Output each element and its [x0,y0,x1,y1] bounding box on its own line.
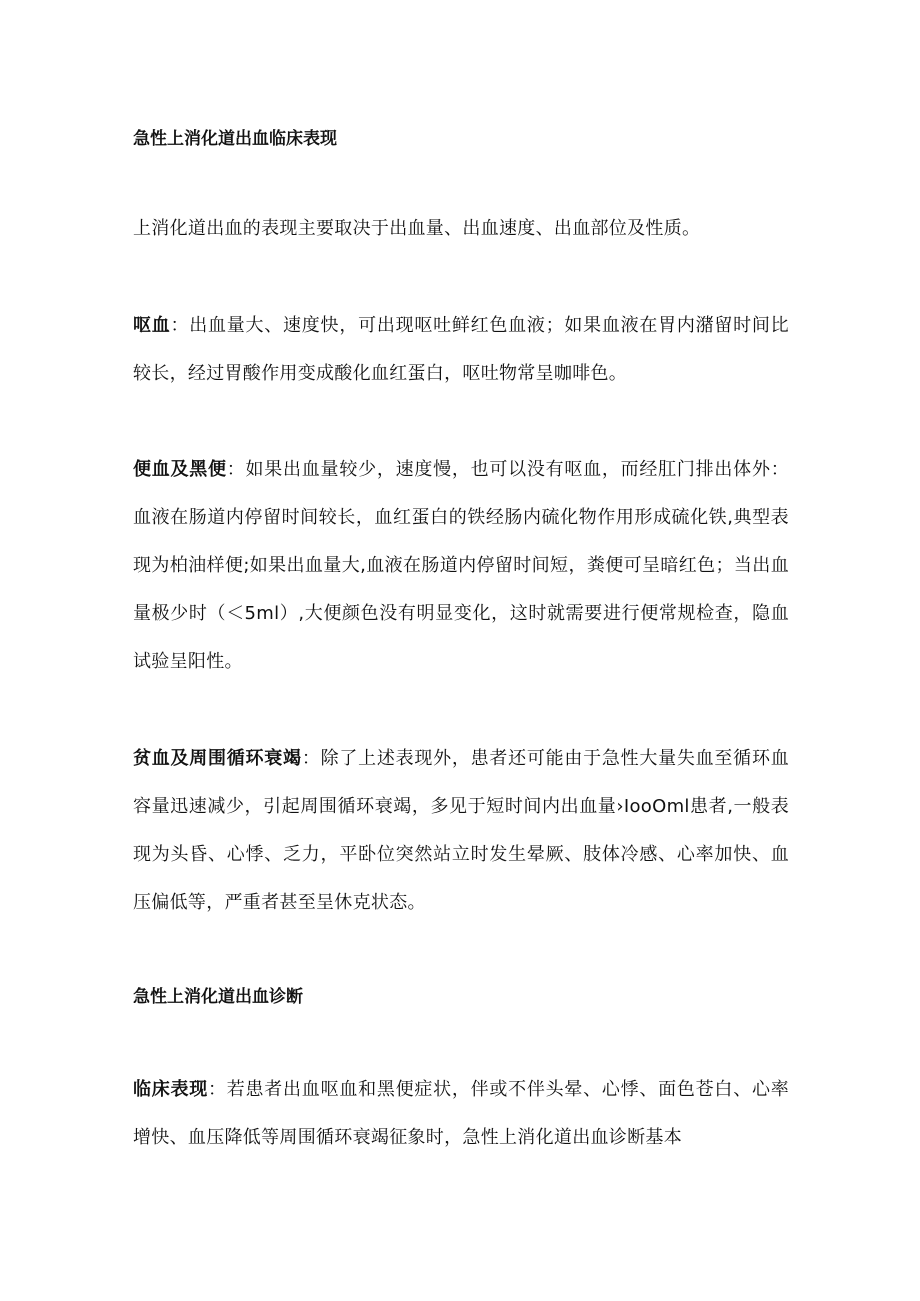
intro-paragraph: 上消化道出血的表现主要取决于出血量、出血速度、出血部位及性质。 [133,218,701,239]
section-heading-diagnosis: 急性上消化道出血诊断 [133,987,303,1007]
melena-term: 便血及黑便 [133,459,227,480]
section-heading-clinical-manifestations: 急性上消化道出血临床表现 [133,129,337,149]
hematemesis-term: 呕血 [133,315,171,336]
clinical-term: 临床表现 [133,1079,209,1100]
hematemesis-text: ：出血量大、速度快，可出现呕吐鲜红色血液；如果血液在胃内潴留时间比较长，经过胃酸作用变成酸化血红蛋白，呕吐物常呈咖啡色。 [133,315,789,384]
clinical-text: ：若患者出血呕血和黑便症状，伴或不伴头晕、心悸、面色苍白、心率增快、血压降低等周围循环衰竭征象时，急性上消化道出血诊断基本 [133,1079,790,1148]
melena-paragraph [133,446,789,686]
clinical-paragraph [133,1066,789,1162]
anemia-paragraph [133,735,789,927]
anemia-text: ：除了上述表现外，患者还可能由于急性大量失血至循环血容量迅速减少，引起周围循环衰竭，多见于短时间内出血量›IooOml患者,一般表现为头昏、心悸、乏力，平卧位突然站立时发生晕厥、肢体冷感、心率加快、血压偏低等，严重者甚至呈休克状态。 [133,748,789,913]
hematemesis-paragraph [133,302,789,398]
anemia-term: 贫血及周围循环衰竭 [133,748,302,769]
melena-text: ：如果出血量较少，速度慢，也可以没有呕血，而经肛门排出体外：血液在肠道内停留时间较长，血红蛋白的铁经肠内硫化物作用形成硫化铁,典型表现为柏油样便;如果出血量大,血液在肠道内停留时间短，粪便可呈暗红色；当出血量极少时（＜5ml）,大便颜色没有明显变化，这时就需要进行便常规检查，隐血试验呈阳性。 [133,459,789,672]
